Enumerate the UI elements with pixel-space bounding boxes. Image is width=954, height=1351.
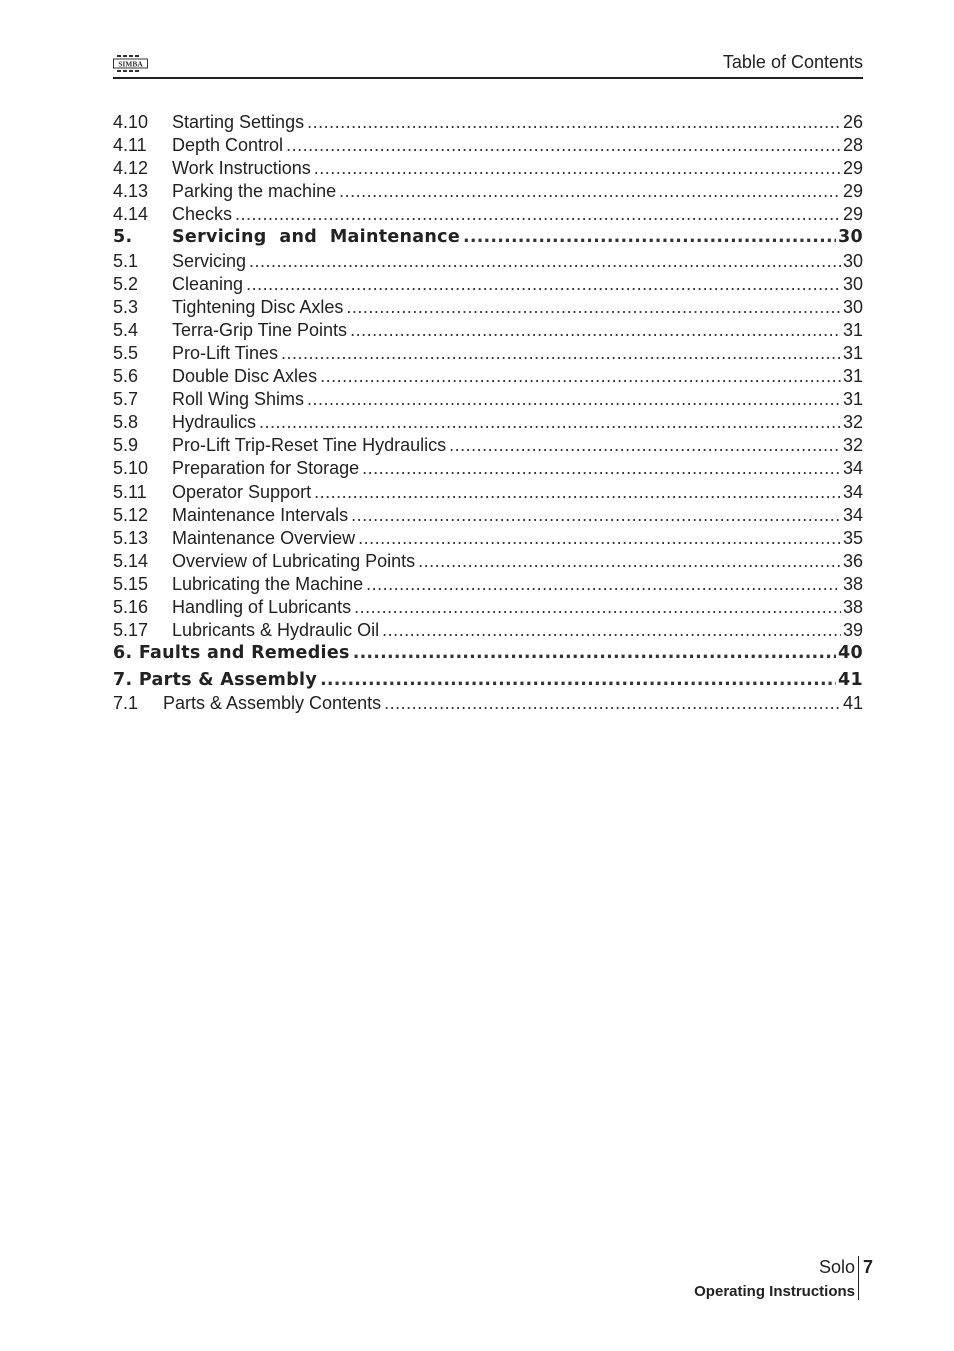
footer-divider (858, 1256, 859, 1300)
toc-title: Maintenance Intervals (172, 504, 349, 525)
toc-page: 32 (842, 435, 863, 456)
toc-page: 34 (842, 504, 863, 525)
toc-entry[interactable] (113, 550, 863, 573)
toc-page: 30 (842, 250, 863, 271)
toc-page: 39 (842, 620, 863, 641)
toc-leader (351, 504, 841, 527)
toc-leader (281, 342, 841, 365)
toc-number: 5.15 (113, 573, 149, 594)
toc-entry[interactable] (113, 203, 863, 226)
toc-entry[interactable] (113, 342, 863, 365)
toc-leader (463, 226, 836, 249)
toc-title: Terra-Grip Tine Points (172, 319, 348, 340)
toc-leader (286, 134, 841, 157)
toc-page: 41 (838, 670, 863, 691)
toc-entry[interactable] (113, 365, 863, 388)
toc-title: Hydraulics (172, 412, 257, 433)
toc-number: 5.13 (113, 527, 149, 548)
toc-leader (307, 388, 841, 411)
toc-entry[interactable] (113, 134, 863, 157)
toc-number: 5.12 (113, 504, 149, 525)
logo-text: SIMBA (118, 59, 143, 69)
toc-entry[interactable] (113, 457, 863, 480)
toc-leader (339, 180, 841, 203)
toc-number: 5. (113, 227, 133, 248)
footer-product: Solo (818, 1257, 855, 1277)
toc-number: 5.2 (113, 273, 139, 294)
toc-title: Pro-Lift Trip-Reset Tine Hydraulics (172, 435, 447, 456)
toc-leader (384, 692, 841, 715)
toc-page: 31 (842, 342, 863, 363)
table-of-contents (113, 111, 863, 715)
page-header (113, 50, 863, 79)
toc-page: 41 (842, 693, 863, 714)
toc-page: 29 (842, 158, 863, 179)
toc-leader (358, 527, 841, 550)
toc-number: 5.16 (113, 596, 149, 617)
toc-title: 7. Parts & Assembly (113, 670, 318, 691)
toc-page: 38 (842, 573, 863, 594)
toc-leader (362, 457, 841, 480)
toc-page: 30 (838, 227, 863, 248)
toc-entry[interactable] (113, 157, 863, 180)
toc-title: Starting Settings (172, 112, 305, 132)
toc-number: 4.14 (113, 204, 149, 225)
page-number: 7 (863, 1257, 874, 1277)
toc-title: Lubricating the Machine (172, 573, 364, 594)
toc-entry[interactable] (113, 411, 863, 434)
toc-number: 5.6 (113, 366, 139, 387)
toc-title: Operator Support (172, 481, 312, 502)
toc-title: Lubricants & Hydraulic Oil (172, 620, 380, 641)
toc-entry[interactable] (113, 319, 863, 342)
toc-chapter[interactable] (113, 669, 863, 692)
toc-number: 4.12 (113, 158, 149, 179)
toc-number: 5.7 (113, 389, 139, 410)
toc-number: 4.13 (113, 181, 149, 202)
toc-entry[interactable] (113, 504, 863, 527)
toc-title: Double Disc Axles (172, 366, 318, 387)
toc-title: Roll Wing Shims (172, 389, 305, 410)
toc-page: 38 (842, 596, 863, 617)
simba-logo (113, 54, 149, 74)
toc-number: 5.4 (113, 319, 139, 340)
toc-title: Overview of Lubricating Points (172, 550, 416, 571)
toc-title: Servicing (172, 250, 247, 271)
toc-entry[interactable] (113, 573, 863, 596)
toc-page: 28 (842, 135, 863, 156)
toc-leader (314, 481, 841, 504)
toc-page: 30 (842, 296, 863, 317)
toc-page: 40 (838, 643, 863, 664)
toc-entry[interactable] (113, 111, 863, 134)
toc-entry[interactable] (113, 180, 863, 203)
toc-entry[interactable] (113, 296, 863, 319)
toc-page: 26 (842, 112, 863, 132)
toc-page: 30 (842, 273, 863, 294)
toc-page: 31 (842, 366, 863, 387)
toc-title: Parking the machine (172, 181, 337, 202)
toc-chapter[interactable] (113, 642, 863, 665)
toc-leader (320, 365, 841, 388)
toc-leader (320, 669, 836, 692)
toc-page: 31 (842, 319, 863, 340)
toc-leader (314, 157, 841, 180)
toc-title: 6. Faults and Remedies (113, 643, 350, 664)
toc-leader (418, 550, 841, 573)
toc-page: 35 (842, 527, 863, 548)
toc-number: 4.11 (113, 135, 147, 156)
toc-title: Servicing and Maintenance (172, 227, 461, 248)
toc-number: 5.3 (113, 296, 139, 317)
toc-entry[interactable] (113, 250, 863, 273)
toc-page: 34 (842, 481, 863, 502)
toc-title: Parts & Assembly Contents (163, 693, 382, 714)
toc-leader (249, 250, 841, 273)
toc-leader (382, 619, 841, 642)
toc-title: Cleaning (172, 273, 244, 294)
toc-number: 5.9 (113, 435, 139, 456)
toc-entry[interactable] (113, 619, 863, 642)
toc-leader (246, 273, 841, 296)
toc-leader (235, 203, 841, 226)
toc-leader (449, 434, 841, 457)
toc-title: Tightening Disc Axles (172, 296, 344, 317)
toc-leader (353, 642, 836, 665)
toc-leader (354, 596, 841, 619)
toc-title: Maintenance Overview (172, 527, 356, 548)
toc-number: 5.17 (113, 620, 149, 641)
toc-entry[interactable] (113, 388, 863, 411)
toc-number: 5.5 (113, 342, 139, 363)
toc-entry[interactable] (113, 273, 863, 296)
toc-page: 34 (842, 458, 863, 479)
toc-number: 5.1 (113, 250, 139, 271)
toc-title: Depth Control (172, 135, 284, 156)
toc-leader (259, 411, 841, 434)
toc-leader (350, 319, 841, 342)
toc-page: 32 (842, 412, 863, 433)
header-title: Table of Contents (722, 52, 863, 72)
toc-number: 5.11 (113, 481, 147, 502)
toc-number: 7.1 (113, 693, 139, 714)
toc-entry[interactable] (113, 434, 863, 457)
toc-number: 5.14 (113, 550, 149, 571)
toc-title: Handling of Lubricants (172, 596, 352, 617)
toc-title: Checks (172, 204, 233, 225)
toc-page: 29 (842, 181, 863, 202)
toc-page: 36 (842, 550, 863, 571)
toc-leader (366, 573, 841, 596)
toc-entry[interactable] (113, 692, 863, 715)
toc-entry[interactable] (113, 527, 863, 550)
toc-entry[interactable] (113, 481, 863, 504)
toc-title: Pro-Lift Tines (172, 342, 279, 363)
toc-leader (307, 111, 841, 134)
toc-title: Preparation for Storage (172, 458, 360, 479)
toc-entry[interactable] (113, 596, 863, 619)
toc-title: Work Instructions (172, 158, 311, 179)
toc-number: 5.8 (113, 412, 139, 433)
footer-subtitle: Operating Instructions (694, 1283, 855, 1300)
toc-page: 29 (842, 204, 863, 225)
toc-chapter[interactable] (113, 226, 863, 249)
toc-page: 31 (842, 389, 863, 410)
toc-number: 4.10 (113, 112, 149, 132)
toc-number: 5.10 (113, 458, 149, 479)
toc-leader (346, 296, 841, 319)
